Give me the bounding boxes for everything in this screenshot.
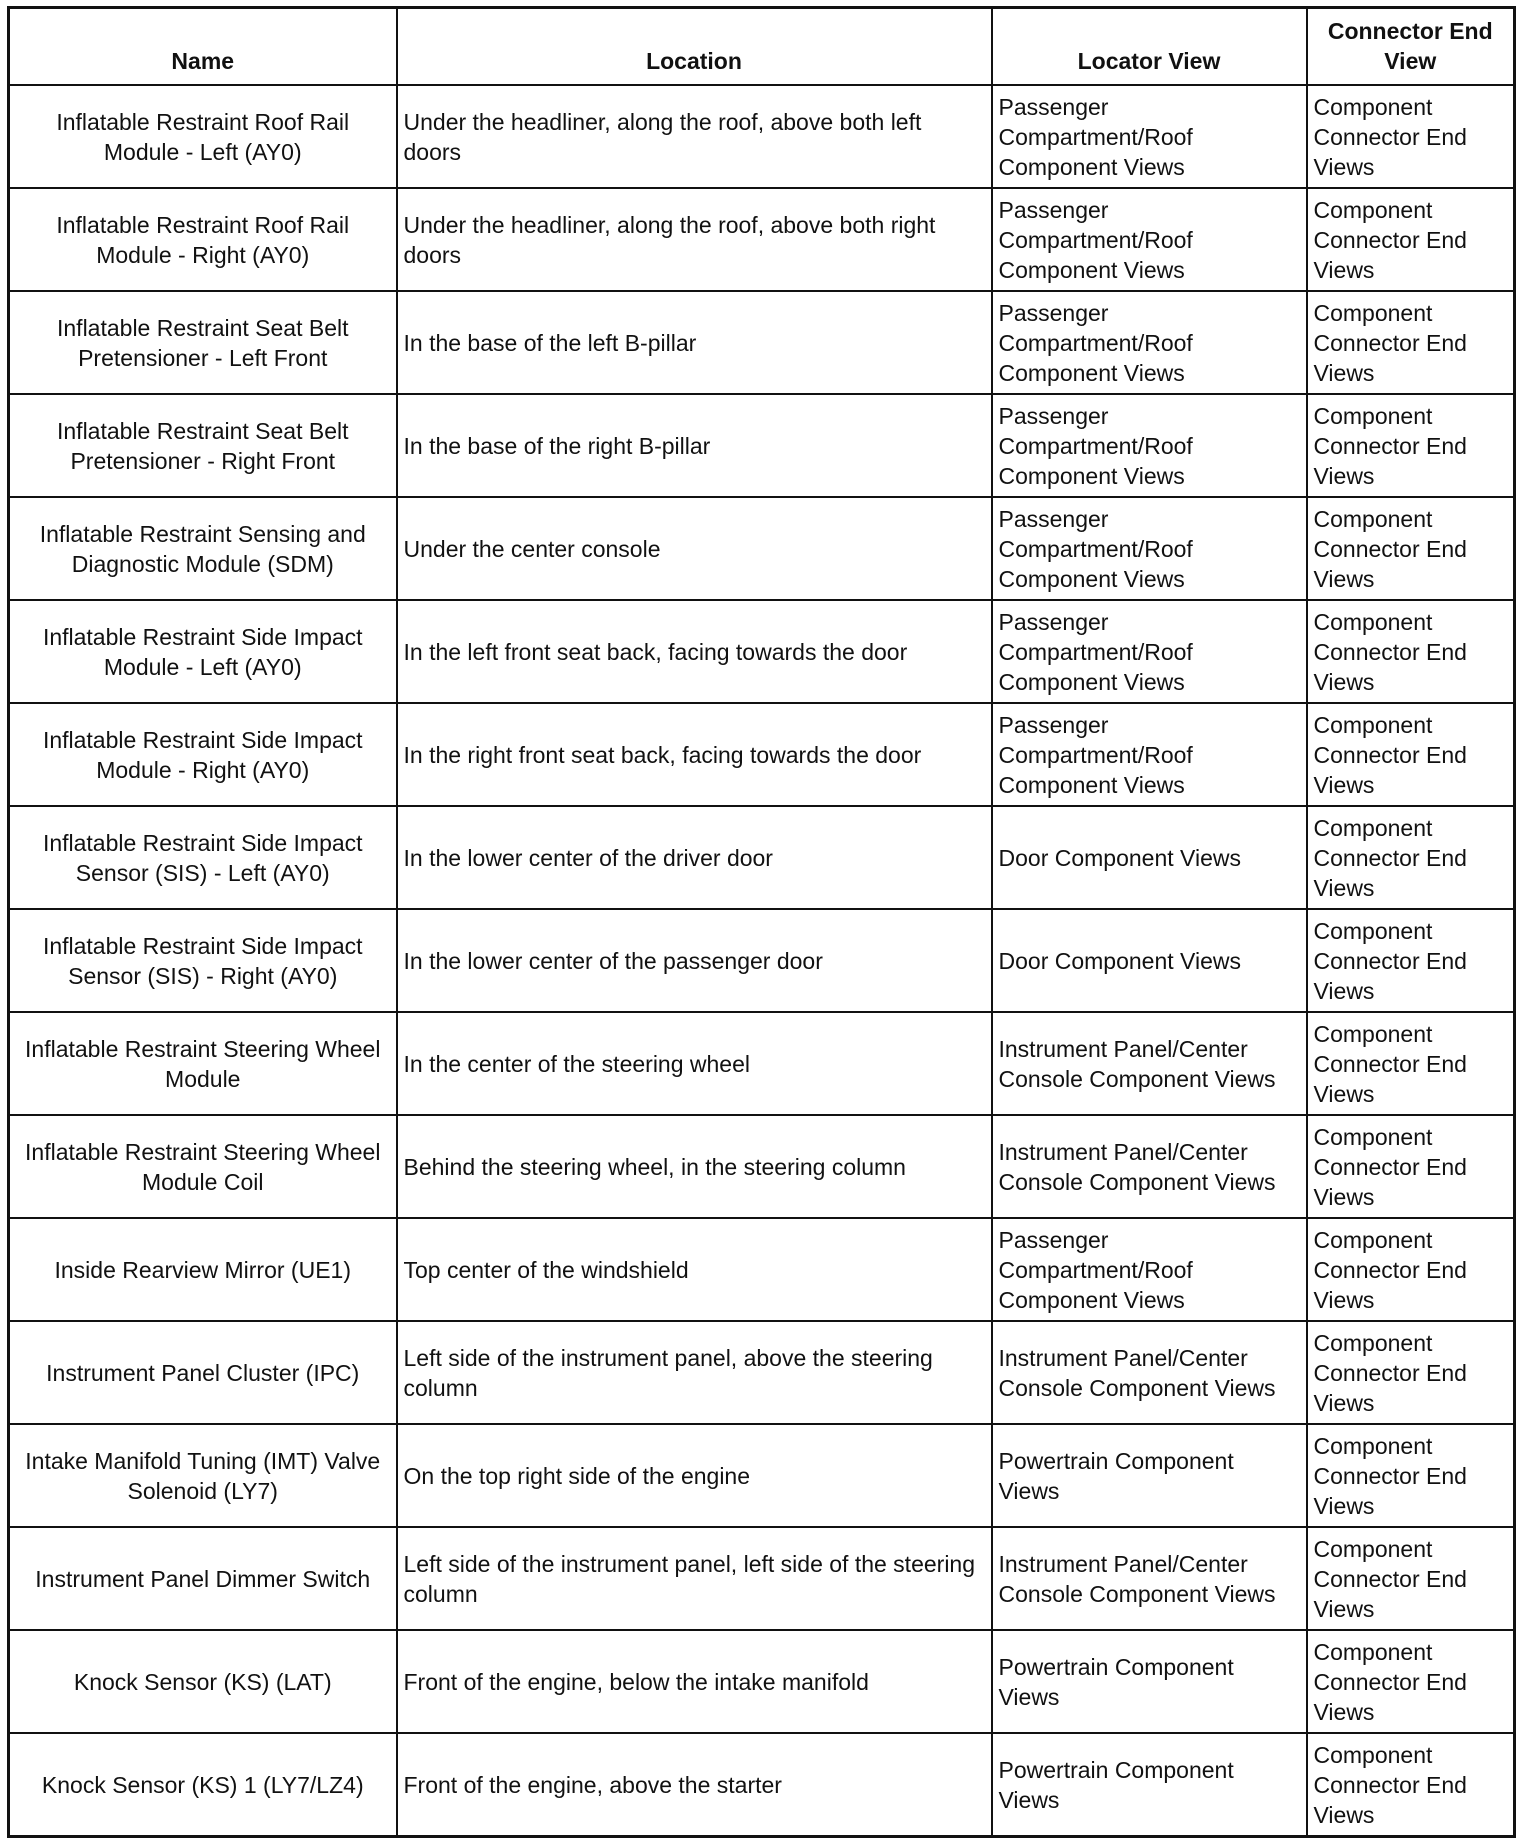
table-row	[9, 703, 1515, 806]
cell-locator-view: Passenger Compartment/Roof Component Views	[992, 1218, 1307, 1321]
table-row	[9, 497, 1515, 600]
cell-connector-end-view: Component Connector End Views	[1307, 600, 1515, 703]
cell-location: In the lower center of the driver door	[397, 806, 992, 909]
table-row	[9, 1527, 1515, 1630]
cell-location: Under the headliner, along the roof, above both right doors	[397, 188, 992, 291]
table-row	[9, 291, 1515, 394]
cell-locator-view: Instrument Panel/Center Console Component Views	[992, 1527, 1307, 1630]
cell-connector-end-view: Component Connector End Views	[1307, 806, 1515, 909]
cell-connector-end-view: Component Connector End Views	[1307, 1424, 1515, 1527]
table-row	[9, 1424, 1515, 1527]
cell-locator-view: Passenger Compartment/Roof Component Views	[992, 394, 1307, 497]
cell-locator-view: Instrument Panel/Center Console Component Views	[992, 1115, 1307, 1218]
cell-connector-end-view: Component Connector End Views	[1307, 703, 1515, 806]
cell-connector-end-view: Component Connector End Views	[1307, 291, 1515, 394]
cell-name: Inflatable Restraint Steering Wheel Module Coil	[9, 1115, 397, 1218]
component-locator-table-container	[7, 6, 1513, 1828]
cell-locator-view: Passenger Compartment/Roof Component Views	[992, 497, 1307, 600]
table-row	[9, 1012, 1515, 1115]
cell-connector-end-view: Component Connector End Views	[1307, 1527, 1515, 1630]
cell-connector-end-view: Component Connector End Views	[1307, 1218, 1515, 1321]
cell-location: Behind the steering wheel, in the steering column	[397, 1115, 992, 1218]
cell-location: Left side of the instrument panel, above the steering column	[397, 1321, 992, 1424]
cell-location: In the lower center of the passenger door	[397, 909, 992, 1012]
cell-locator-view: Passenger Compartment/Roof Component Views	[992, 85, 1307, 188]
cell-locator-view: Passenger Compartment/Roof Component Views	[992, 188, 1307, 291]
cell-locator-view: Door Component Views	[992, 806, 1307, 909]
cell-name: Inflatable Restraint Side Impact Module - Right (AY0)	[9, 703, 397, 806]
cell-location: In the center of the steering wheel	[397, 1012, 992, 1115]
cell-name: Inflatable Restraint Steering Wheel Module	[9, 1012, 397, 1115]
cell-locator-view: Door Component Views	[992, 909, 1307, 1012]
cell-connector-end-view: Component Connector End Views	[1307, 1012, 1515, 1115]
cell-location: Front of the engine, above the starter	[397, 1733, 992, 1837]
column-header-connector-end-view: Connector End View	[1307, 8, 1515, 86]
cell-locator-view: Passenger Compartment/Roof Component Views	[992, 291, 1307, 394]
table-row	[9, 909, 1515, 1012]
table-row	[9, 1630, 1515, 1733]
table-row	[9, 394, 1515, 497]
cell-connector-end-view: Component Connector End Views	[1307, 188, 1515, 291]
cell-locator-view: Passenger Compartment/Roof Component Views	[992, 600, 1307, 703]
cell-connector-end-view: Component Connector End Views	[1307, 394, 1515, 497]
cell-location: Top center of the windshield	[397, 1218, 992, 1321]
cell-name: Instrument Panel Dimmer Switch	[9, 1527, 397, 1630]
cell-name: Inflatable Restraint Seat Belt Pretensioner - Right Front	[9, 394, 397, 497]
cell-connector-end-view: Component Connector End Views	[1307, 1321, 1515, 1424]
cell-location: In the base of the left B-pillar	[397, 291, 992, 394]
cell-location: Left side of the instrument panel, left side of the steering column	[397, 1527, 992, 1630]
cell-connector-end-view: Component Connector End Views	[1307, 85, 1515, 188]
cell-locator-view: Powertrain Component Views	[992, 1424, 1307, 1527]
cell-locator-view: Instrument Panel/Center Console Component Views	[992, 1321, 1307, 1424]
cell-name: Inflatable Restraint Seat Belt Pretensioner - Left Front	[9, 291, 397, 394]
cell-location: Front of the engine, below the intake manifold	[397, 1630, 992, 1733]
cell-name: Inflatable Restraint Side Impact Sensor (SIS) - Left (AY0)	[9, 806, 397, 909]
table-row	[9, 188, 1515, 291]
cell-locator-view: Powertrain Component Views	[992, 1630, 1307, 1733]
cell-connector-end-view: Component Connector End Views	[1307, 909, 1515, 1012]
table-row	[9, 1218, 1515, 1321]
cell-locator-view: Passenger Compartment/Roof Component Views	[992, 703, 1307, 806]
cell-location: Under the center console	[397, 497, 992, 600]
cell-location: Under the headliner, along the roof, above both left doors	[397, 85, 992, 188]
cell-name: Inside Rearview Mirror (UE1)	[9, 1218, 397, 1321]
cell-name: Intake Manifold Tuning (IMT) Valve Solenoid (LY7)	[9, 1424, 397, 1527]
column-header-location: Location	[397, 8, 992, 86]
cell-name: Instrument Panel Cluster (IPC)	[9, 1321, 397, 1424]
table-header	[9, 8, 1515, 86]
cell-location: In the base of the right B-pillar	[397, 394, 992, 497]
cell-name: Inflatable Restraint Roof Rail Module - Left (AY0)	[9, 85, 397, 188]
cell-locator-view: Powertrain Component Views	[992, 1733, 1307, 1837]
cell-name: Inflatable Restraint Sensing and Diagnostic Module (SDM)	[9, 497, 397, 600]
cell-name: Knock Sensor (KS) (LAT)	[9, 1630, 397, 1733]
cell-name: Inflatable Restraint Roof Rail Module - Right (AY0)	[9, 188, 397, 291]
cell-connector-end-view: Component Connector End Views	[1307, 1115, 1515, 1218]
cell-locator-view: Instrument Panel/Center Console Component Views	[992, 1012, 1307, 1115]
table-row	[9, 806, 1515, 909]
table-row	[9, 600, 1515, 703]
cell-connector-end-view: Component Connector End Views	[1307, 497, 1515, 600]
cell-location: On the top right side of the engine	[397, 1424, 992, 1527]
cell-connector-end-view: Component Connector End Views	[1307, 1733, 1515, 1837]
cell-location: In the left front seat back, facing towards the door	[397, 600, 992, 703]
component-locator-table	[7, 6, 1516, 1838]
cell-name: Inflatable Restraint Side Impact Module - Left (AY0)	[9, 600, 397, 703]
table-row	[9, 85, 1515, 188]
table-row	[9, 1115, 1515, 1218]
cell-location: In the right front seat back, facing towards the door	[397, 703, 992, 806]
cell-name: Knock Sensor (KS) 1 (LY7/LZ4)	[9, 1733, 397, 1837]
column-header-name: Name	[9, 8, 397, 86]
table-body	[9, 85, 1515, 1837]
table-row	[9, 1733, 1515, 1837]
column-header-locator-view: Locator View	[992, 8, 1307, 86]
cell-connector-end-view: Component Connector End Views	[1307, 1630, 1515, 1733]
table-row	[9, 1321, 1515, 1424]
header-row	[9, 8, 1515, 86]
cell-name: Inflatable Restraint Side Impact Sensor (SIS) - Right (AY0)	[9, 909, 397, 1012]
